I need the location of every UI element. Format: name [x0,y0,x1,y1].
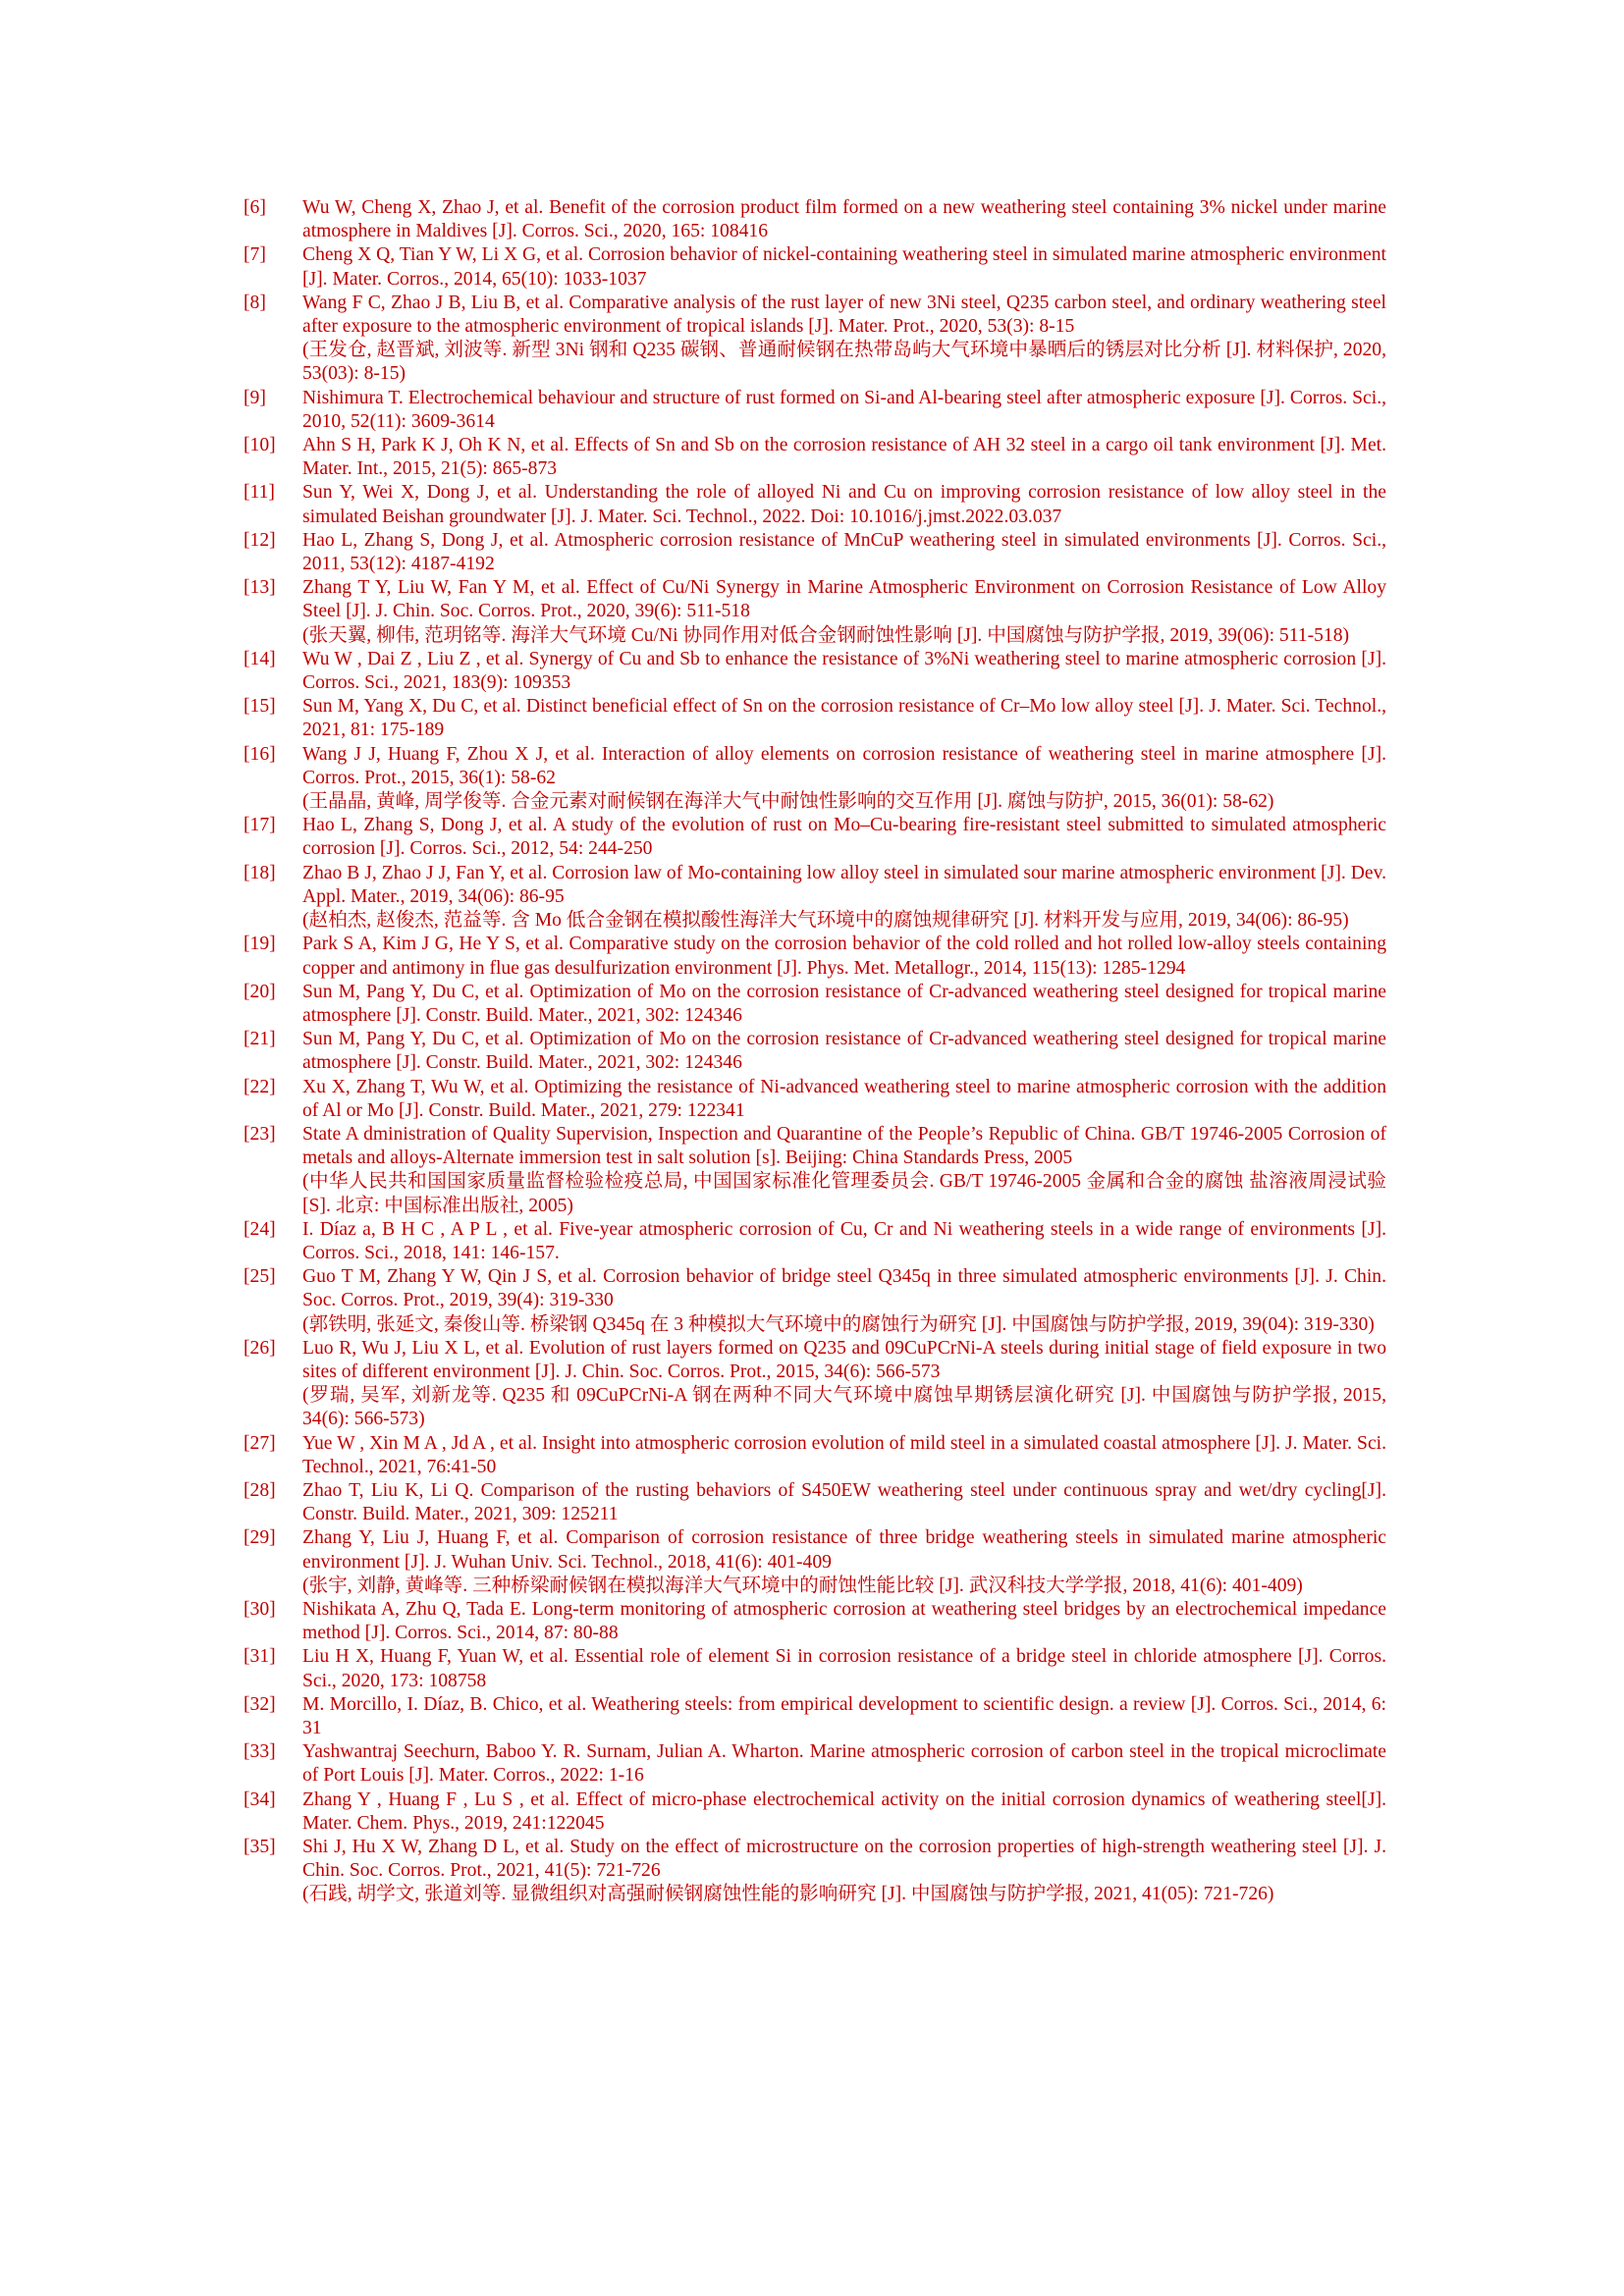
reference-citation: Nishikata A, Zhu Q, Tada E. Long-term monitoring of atmospheric corrosion at weathering steel bridges by an electrochemical impedance method [J]. Corros. Sci., 2014, 87: 80-88 [302,1598,1386,1644]
reference-text [302,1337,1386,1432]
reference-entry [244,1645,1386,1692]
reference-number: [21] [244,1029,276,1050]
reference-citation: Wang J J, Huang F, Zhou X J, et al. Interaction of alloy elements on corrosion resistance of weathering steel in marine atmosphere [J]. Corros. Prot., 2015, 36(1): 58-62 [302,743,1386,788]
reference-number: [10] [244,435,276,456]
reference-entry [244,1740,1386,1788]
reference-text [302,981,1386,1028]
reference-chinese-citation: (郭铁明, 张延文, 秦俊山等. 桥梁钢 Q345q 在 3 种模拟大气环境中的腐蚀行为研究 [J]. 中国腐蚀与防护学报, 2019, 39(04): 319-330) [302,1313,1375,1335]
reference-citation: Hao L, Zhang S, Dong J, et al. Atmospheric corrosion resistance of MnCuP weathering steel in simulated environments [J]. Corros. Sci., 2011, 53(12): 4187-4192 [302,529,1386,575]
reference-citation: Xu X, Zhang T, Wu W, et al. Optimizing the resistance of Ni-advanced weathering steel to marine atmospheric corrosion with the addition of Al or Mo [J]. Constr. Build. Mater., 2021, 279: 122341 [302,1076,1386,1121]
reference-entry [244,695,1386,742]
reference-entry [244,648,1386,695]
reference-entry [244,1337,1386,1432]
reference-entry [244,814,1386,861]
reference-number: [6] [244,197,266,218]
reference-entry [244,933,1386,980]
reference-chinese-citation: (张宇, 刘静, 黄峰等. 三种桥梁耐候钢在模拟海洋大气环境中的耐蚀性能比较 [J]. 武汉科技大学学报, 2018, 41(6): 401-409) [302,1575,1303,1596]
reference-citation: Sun M, Pang Y, Du C, et al. Optimization of Mo on the corrosion resistance of Cr-advanced weathering steel designed for tropical marine atmosphere [J]. Constr. Build. Mater., 2021, 302: 124346 [302,1029,1386,1074]
reference-text [302,1432,1386,1479]
reference-citation: Liu H X, Huang F, Yuan W, et al. Essential role of element Si in corrosion resistance of a bridge steel in chloride atmosphere [J]. Corros. Sci., 2020, 173: 108758 [302,1646,1386,1691]
reference-citation: Yue W , Xin M A , Jd A , et al. Insight into atmospheric corrosion evolution of mild steel in a simulated coastal atmosphere [J]. J. Mater. Sci. Technol., 2021, 76:41-50 [302,1432,1386,1477]
reference-chinese-citation: (中华人民共和国国家质量监督检验检疫总局, 中国国家标准化管理委员会. GB/T 19746-2005 金属和合金的腐蚀 盐溶液周浸试验 [S]. 北京: 中国标准出版社, 2005) [302,1171,1386,1216]
reference-entry [244,1028,1386,1075]
reference-entry [244,1479,1386,1526]
reference-citation: Shi J, Hu X W, Zhang D L, et al. Study on the effect of microstructure on the corrosion properties of high-strength weathering steel [J]. J. Chin. Soc. Corros. Prot., 2021, 41(5): 721-726 [302,1837,1386,1882]
reference-citation: Cheng X Q, Tian Y W, Li X G, et al. Corrosion behavior of nickel-containing weathering steel in simulated marine atmospheric environment [J]. Mater. Corros., 2014, 65(10): 1033-1037 [302,244,1386,290]
reference-entry [244,576,1386,648]
reference-text [302,1526,1386,1598]
reference-text [302,529,1386,576]
reference-chinese-citation: (赵柏杰, 赵俊杰, 范益等. 含 Mo 低合金钢在模拟酸性海洋大气环境中的腐蚀规律研究 [J]. 材料开发与应用, 2019, 34(06): 86-95) [302,910,1349,932]
reference-number: [28] [244,1479,276,1501]
reference-number: [11] [244,482,275,504]
reference-text [302,1836,1386,1907]
reference-text [302,1479,1386,1526]
reference-number: [30] [244,1598,276,1620]
reference-number: [16] [244,743,276,765]
reference-number: [7] [244,244,266,266]
reference-citation: I. Díaz a, B H C , A P L , et al. Five-year atmospheric corrosion of Cu, Cr and Ni weathering steels in a wide range of environments [J]. Corros. Sci., 2018, 141: 146-157. [302,1218,1386,1263]
reference-citation: Wang F C, Zhao J B, Liu B, et al. Comparative analysis of the rust layer of new 3Ni steel, Q235 carbon steel, and ordinary weathering steel after exposure to the atmospheric environment of tropical islands [J]. Mater. Prot., 2020, 53(3): 8-15 [302,292,1386,338]
reference-text [302,243,1386,291]
reference-text [302,1123,1386,1218]
reference-number: [26] [244,1337,276,1359]
reference-entry [244,1218,1386,1265]
reference-number: [34] [244,1789,276,1810]
reference-number: [25] [244,1266,276,1288]
reference-citation: Zhang Y, Liu J, Huang F, et al. Comparison of corrosion resistance of three bridge weathering steels in simulated marine atmospheric environment [J]. J. Wuhan Univ. Sci. Technol., 2018, 41(6): 401-409 [302,1527,1386,1573]
reference-citation: Zhao B J, Zhao J J, Fan Y, et al. Corrosion law of Mo-containing low alloy steel in simulated sour marine atmospheric environment [J]. Dev. Appl. Mater., 2019, 34(06): 86-95 [302,862,1386,907]
reference-entry [244,1076,1386,1123]
reference-number: [17] [244,815,276,836]
reference-citation: Zhang Y , Huang F , Lu S , et al. Effect of micro-phase electrochemical activity on the initial corrosion dynamics of weathering steel[J]. Mater. Chem. Phys., 2019, 241:122045 [302,1789,1386,1834]
reference-number: [15] [244,696,276,718]
reference-number: [23] [244,1123,276,1145]
reference-citation: Yashwantraj Seechurn, Baboo Y. R. Surnam, Julian A. Wharton. Marine atmospheric corrosion of carbon steel in the tropical microclimate of Port Louis [J]. Mater. Corros., 2022: 1-16 [302,1741,1386,1787]
reference-entry [244,862,1386,934]
reference-text [302,1789,1386,1836]
reference-number: [8] [244,292,266,313]
reference-entry [244,1526,1386,1598]
reference-citation: M. Morcillo, I. Díaz, B. Chico, et al. Weathering steels: from empirical development to scientific design. a review [J]. Corros. Sci., 2014, 6: 31 [302,1693,1386,1738]
reference-number: [22] [244,1076,276,1097]
reference-number: [20] [244,981,276,1002]
reference-number: [14] [244,648,276,669]
reference-number: [32] [244,1693,276,1715]
reference-text [302,434,1386,481]
reference-number: [35] [244,1837,276,1858]
reference-text [302,743,1386,815]
reference-chinese-citation: (罗瑞, 吴军, 刘新龙等. Q235 和 09CuPCrNi-A 钢在两种不同大气环境中腐蚀早期锈层演化研究 [J]. 中国腐蚀与防护学报, 2015, 34(6): 566-573) [302,1385,1386,1430]
reference-chinese-citation: (张天翼, 柳伟, 范玥铭等. 海洋大气环境 Cu/Ni 协同作用对低合金钢耐蚀性影响 [J]. 中国腐蚀与防护学报, 2019, 39(06): 511-518) [302,624,1350,646]
reference-text [302,387,1386,434]
reference-text [302,1740,1386,1788]
reference-entry [244,196,1386,243]
reference-citation: Sun M, Yang X, Du C, et al. Distinct beneficial effect of Sn on the corrosion resistance of Cr–Mo low alloy steel [J]. J. Mater. Sci. Technol., 2021, 81: 175-189 [302,696,1386,741]
reference-number: [19] [244,934,276,955]
reference-text [302,1218,1386,1265]
reference-number: [12] [244,529,276,551]
reference-citation: Nishimura T. Electrochemical behaviour and structure of rust formed on Si-and Al-bearing steel after atmospheric exposure [J]. Corros. Sci., 2010, 52(11): 3609-3614 [302,387,1386,432]
reference-number: [27] [244,1432,276,1454]
reference-entry [244,292,1386,387]
reference-citation: Guo T M, Zhang Y W, Qin J S, et al. Corrosion behavior of bridge steel Q345q in three simulated atmospheric environments [J]. J. Chin. Soc. Corros. Prot., 2019, 39(4): 319-330 [302,1266,1386,1311]
reference-entry [244,434,1386,481]
reference-number: [9] [244,387,266,408]
reference-entry [244,1789,1386,1836]
reference-entry [244,481,1386,528]
reference-citation: Ahn S H, Park K J, Oh K N, et al. Effects of Sn and Sb on the corrosion resistance of AH 32 steel in a cargo oil tank environment [J]. Met. Mater. Int., 2015, 21(5): 865-873 [302,435,1386,480]
reference-entry [244,529,1386,576]
reference-entry [244,1265,1386,1337]
reference-list [244,196,1386,1907]
reference-text [302,1693,1386,1740]
reference-number: [18] [244,862,276,883]
reference-citation: Zhao T, Liu K, Li Q. Comparison of the rusting behaviors of S450EW weathering steel under continuous spray and wet/dry cycling[J]. Constr. Build. Mater., 2021, 309: 125211 [302,1479,1386,1525]
reference-entry [244,981,1386,1028]
reference-entry [244,1123,1386,1218]
reference-citation: Sun Y, Wei X, Dong J, et al. Understanding the role of alloyed Ni and Cu on improving corrosion resistance of low alloy steel in the simulated Beishan groundwater [J]. J. Mater. Sci. Technol., 2022. Doi: 10.1016/j.jmst.2022.03.037 [302,482,1386,527]
reference-chinese-citation: (王发仓, 赵晋斌, 刘波等. 新型 3Ni 钢和 Q235 碳钢、普通耐候钢在热带岛屿大气环境中暴晒后的锈层对比分析 [J]. 材料保护, 2020, 53(03): 8-15) [302,340,1386,385]
reference-entry [244,1693,1386,1740]
reference-citation: Wu W , Dai Z , Liu Z , et al. Synergy of Cu and Sb to enhance the resistance of 3%Ni weathering steel to marine atmospheric corrosion [J]. Corros. Sci., 2021, 183(9): 109353 [302,648,1386,694]
reference-citation: Wu W, Cheng X, Zhao J, et al. Benefit of the corrosion product film formed on a new weathering steel containing 3% nickel under marine atmosphere in Maldives [J]. Corros. Sci., 2020, 165: 108416 [302,197,1386,242]
reference-text [302,481,1386,528]
reference-entry [244,243,1386,291]
reference-text [302,862,1386,934]
reference-citation: Zhang T Y, Liu W, Fan Y M, et al. Effect of Cu/Ni Synergy in Marine Atmospheric Environment on Corrosion Resistance of Low Alloy Steel [J]. J. Chin. Soc. Corros. Prot., 2020, 39(6): 511-518 [302,577,1386,622]
reference-entry [244,1432,1386,1479]
reference-number: [29] [244,1527,276,1549]
reference-text [302,648,1386,695]
reference-number: [24] [244,1218,276,1240]
reference-citation: Luo R, Wu J, Liu X L, et al. Evolution of rust layers formed on Q235 and 09CuPCrNi-A steels during initial stage of field exposure in two sites of different environment [J]. J. Chin. Soc. Corros. Prot., 2015, 34(6): 566-573 [302,1337,1386,1382]
reference-text [302,814,1386,861]
reference-chinese-citation: (石践, 胡学文, 张道刘等. 显微组织对高强耐候钢腐蚀性能的影响研究 [J]. 中国腐蚀与防护学报, 2021, 41(05): 721-726) [302,1884,1274,1905]
reference-text [302,1598,1386,1645]
reference-text [302,1076,1386,1123]
reference-entry [244,387,1386,434]
reference-text [302,933,1386,980]
reference-number: [33] [244,1741,276,1763]
reference-text [302,196,1386,243]
reference-text [302,1265,1386,1337]
reference-number: [31] [244,1646,276,1668]
reference-chinese-citation: (王晶晶, 黄峰, 周学俊等. 合金元素对耐候钢在海洋大气中耐蚀性影响的交互作用 [J]. 腐蚀与防护, 2015, 36(01): 58-62) [302,791,1274,813]
reference-citation: Park S A, Kim J G, He Y S, et al. Comparative study on the corrosion behavior of the cold rolled and hot rolled low-alloy steels containing copper and antimony in flue gas desulfurization environment [J]. Phys. Met. Metallogr., 2014, 115(13): 1285-1294 [302,934,1386,979]
reference-text [302,1028,1386,1075]
reference-text [302,1645,1386,1692]
reference-text [302,576,1386,648]
reference-entry [244,743,1386,815]
reference-entry [244,1598,1386,1645]
reference-number: [13] [244,577,276,599]
reference-citation: Hao L, Zhang S, Dong J, et al. A study of the evolution of rust on Mo–Cu-bearing fire-resistant steel submitted to simulated atmospheric corrosion [J]. Corros. Sci., 2012, 54: 244-250 [302,815,1386,860]
reference-citation: Sun M, Pang Y, Du C, et al. Optimization of Mo on the corrosion resistance of Cr-advanced weathering steel designed for tropical marine atmosphere [J]. Constr. Build. Mater., 2021, 302: 124346 [302,981,1386,1026]
reference-text [302,292,1386,387]
reference-citation: State A dministration of Quality Supervision, Inspection and Quarantine of the People’s Republic of China. GB/T 19746-2005 Corrosion of metals and alloys-Alternate immersion test in salt solution [s]. Beijing: China Standards Press, 2005 [302,1123,1386,1169]
reference-entry [244,1836,1386,1907]
reference-text [302,695,1386,742]
